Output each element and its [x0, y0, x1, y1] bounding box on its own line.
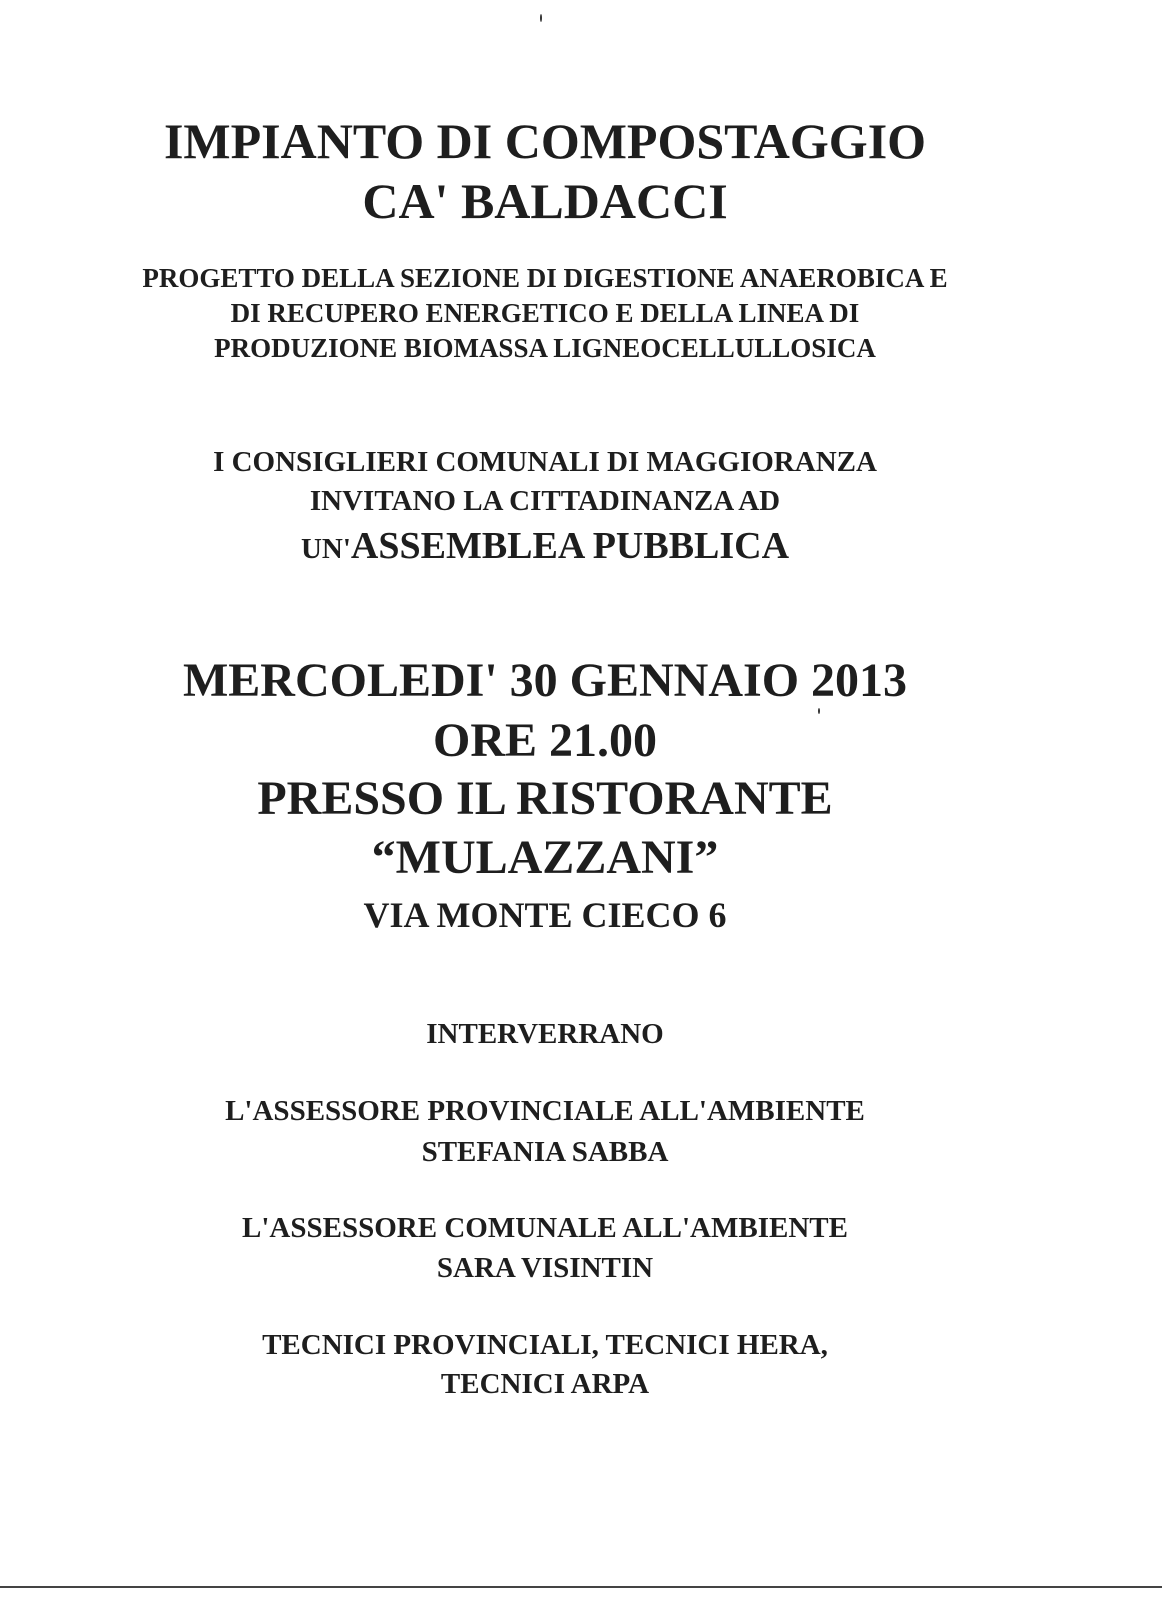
invitation-line-1: I CONSIGLIERI COMUNALI DI MAGGIORANZA — [213, 446, 877, 478]
venue-address: VIA MONTE CIECO 6 — [363, 895, 727, 935]
project-line-1: PROGETTO DELLA SEZIONE DI DIGESTIONE ANAEROBICA E — [142, 263, 948, 293]
invitation-prefix: UN' — [300, 533, 351, 565]
provincial-assessor-role: L'ASSESSORE PROVINCIALE ALL'AMBIENTE — [225, 1095, 865, 1127]
title-line-1: IMPIANTO DI COMPOSTAGGIO — [163, 113, 927, 169]
venue-name: “MULAZZANI” — [371, 831, 719, 884]
technicians-line-1: TECNICI PROVINCIALI, TECNICI HERA, — [262, 1329, 828, 1361]
provincial-assessor-name: STEFANIA SABBA — [421, 1136, 669, 1168]
project-line-2: DI RECUPERO ENERGETICO E DELLA LINEA DI — [230, 298, 860, 328]
scan-speck — [818, 708, 820, 714]
scan-speck — [540, 14, 542, 22]
project-line-3: PRODUZIONE BIOMASSA LIGNEOCELLULLOSICA — [214, 333, 876, 363]
invitation-line-3 — [0, 527, 1090, 565]
venue-intro: PRESSO IL RISTORANTE — [257, 772, 833, 825]
invitation-assembly: ASSEMBLEA PUBBLICA — [350, 525, 790, 567]
page-bottom-edge — [0, 1586, 1162, 1588]
technicians-line-2: TECNICI ARPA — [440, 1368, 650, 1400]
municipal-assessor-name: SARA VISINTIN — [436, 1252, 654, 1284]
event-time: ORE 21.00 — [432, 714, 657, 767]
title-line-2: CA' BALDACCI — [362, 173, 728, 229]
event-date: MERCOLEDI' 30 GENNAIO 2013 — [182, 654, 908, 707]
speakers-heading: INTERVERRANO — [426, 1018, 664, 1050]
municipal-assessor-role: L'ASSESSORE COMUNALE ALL'AMBIENTE — [242, 1212, 848, 1244]
invitation-line-2: INVITANO LA CITTADINANZA AD — [309, 485, 781, 517]
